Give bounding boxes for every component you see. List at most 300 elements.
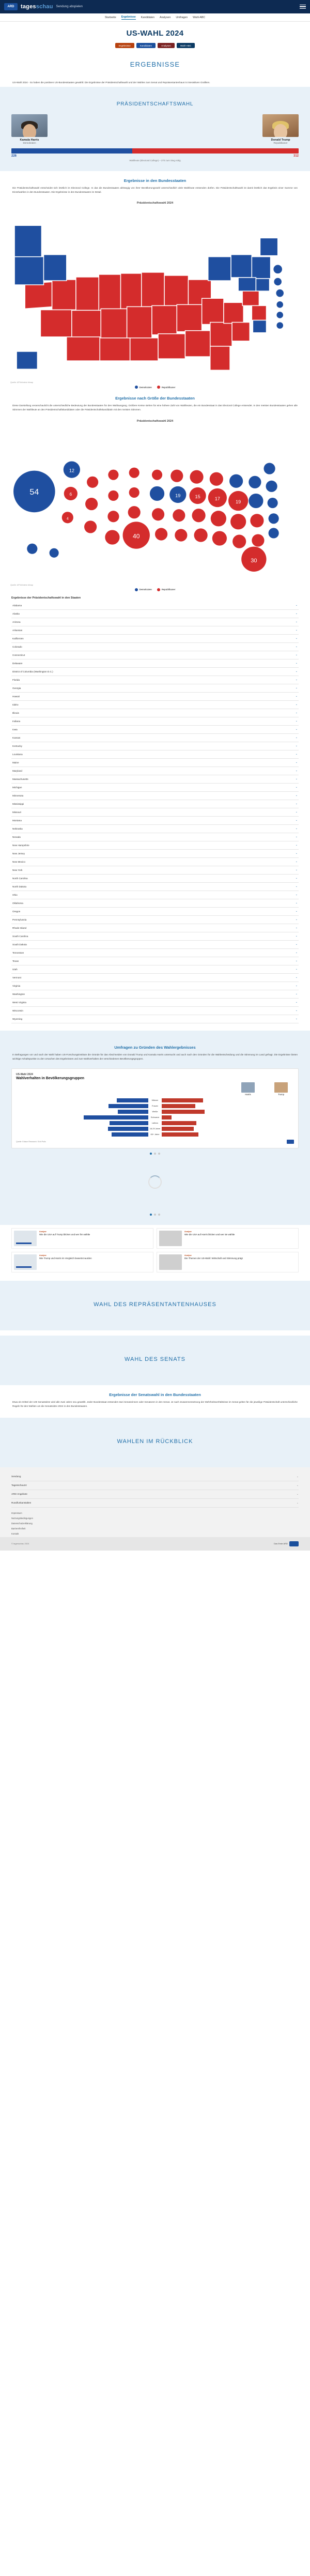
- chart-series-name-trump: Trump: [278, 1093, 284, 1096]
- chart-category-label: 18-29 Jahre: [149, 1128, 161, 1130]
- state-name: New York: [12, 868, 23, 871]
- svg-text:19: 19: [236, 499, 241, 504]
- chart-bar-right: [162, 1121, 293, 1125]
- breadcrumb-item-ergebnisse[interactable]: Ergebnisse: [115, 43, 134, 48]
- chevron-down-icon[interactable]: ⌄: [295, 810, 298, 814]
- state-name: Utah: [12, 968, 18, 971]
- state-accordion-row[interactable]: [11, 974, 299, 982]
- candidate-harris: [11, 114, 48, 144]
- state-name: Oregon: [12, 910, 21, 913]
- state-accordion-row[interactable]: [11, 635, 299, 643]
- state-accordion-row[interactable]: [11, 891, 299, 899]
- electoral-result-bar: [11, 148, 299, 154]
- chart-bar-row: [17, 1121, 293, 1126]
- state-name: New Mexico: [12, 860, 26, 863]
- teaser-row-1: [11, 1228, 299, 1249]
- state-accordion-row[interactable]: [11, 949, 299, 957]
- state-name: Maryland: [12, 769, 22, 772]
- state-accordion-row[interactable]: [11, 626, 299, 635]
- state-name: Hawaii: [12, 695, 20, 698]
- nav-item-kandidaten[interactable]: Kandidaten: [141, 16, 154, 19]
- chevron-down-icon[interactable]: ⌄: [295, 761, 298, 764]
- footer-bottom: [0, 1537, 310, 1551]
- state-accordion-row[interactable]: [11, 742, 299, 750]
- chevron-down-icon[interactable]: ⌄: [295, 678, 298, 682]
- svg-text:6: 6: [69, 492, 72, 497]
- breadcrumb-item-kandidaten[interactable]: Kandidaten: [136, 43, 156, 48]
- footer-section-row[interactable]: [11, 1499, 299, 1508]
- state-accordion-row[interactable]: [11, 808, 299, 817]
- state-accordion-row[interactable]: [11, 602, 299, 610]
- state-accordion-row[interactable]: [11, 759, 299, 767]
- house-section: [0, 1281, 310, 1330]
- state-accordion-row[interactable]: [11, 775, 299, 784]
- chevron-down-icon[interactable]: ⌄: [295, 719, 298, 723]
- svg-text:4: 4: [66, 516, 69, 520]
- chart-category-label: Frauen: [151, 1105, 159, 1108]
- footer-section-label: Tagesschau24: [11, 1484, 27, 1487]
- state-accordion-row[interactable]: [11, 684, 299, 693]
- footer-link[interactable]: Impressum: [11, 1511, 22, 1514]
- state-accordion-row[interactable]: [11, 717, 299, 726]
- senate-text-block: [0, 1385, 310, 1410]
- chevron-down-icon[interactable]: ⌄: [295, 703, 298, 707]
- svg-text:15: 15: [195, 494, 200, 499]
- state-name: Kentucky: [12, 744, 22, 747]
- bubble-text-block: [0, 389, 310, 414]
- chevron-down-icon[interactable]: ⌄: [295, 711, 298, 715]
- ard-footer-logo: [274, 1541, 299, 1546]
- candidate-row: [0, 111, 310, 144]
- state-accordion-row[interactable]: [11, 941, 299, 949]
- state-name: Wyoming: [12, 1017, 23, 1020]
- chart-candidate-heads: [16, 1080, 294, 1097]
- section-heading-repraesentantenhaus: WAHL DES REPRÄSENTANTENHAUSES: [94, 1301, 216, 1308]
- breadcrumb-item-analysen[interactable]: Analysen: [158, 43, 175, 48]
- chart-bar-left: [17, 1127, 148, 1134]
- chevron-down-icon[interactable]: ⌄: [296, 1501, 299, 1505]
- nav-item-wahl-abc[interactable]: Wahl-ABC: [193, 16, 206, 19]
- bubble-text: Diese Darstellung veranschaulicht die unterschiedliche Bedeutung der Bundesstaaten für den Wahlausgang. Größere Kreise stehen für eine höhere Zahl von Wahlleuten, die ein Bundesstaat in das Electoral College entsendet. In den meisten Bundesstaaten gehen alle Stimmen der Wahlleute an den Präsidentschaftskandidaten oder die Präsidentschaftskandidatin mit den meisten Stimmen.: [12, 404, 298, 411]
- chevron-down-icon[interactable]: ⌄: [295, 628, 298, 632]
- chart-value-harris: 49: [112, 1138, 115, 1140]
- footer-rows: [11, 1473, 299, 1508]
- state-name: Oklahoma: [12, 901, 23, 904]
- chevron-down-icon[interactable]: ⌄: [296, 1475, 299, 1478]
- state-name: Kalifornien: [12, 637, 24, 640]
- state-name: New Hampshire: [12, 844, 29, 847]
- svg-text:19: 19: [175, 493, 181, 498]
- section-heading-ergebnisse: ERGEBNISSE: [130, 60, 180, 68]
- candidate-party-trump: Republikaner: [273, 142, 288, 145]
- state-accordion-row[interactable]: [11, 990, 299, 999]
- state-accordion-row[interactable]: [11, 651, 299, 660]
- chevron-down-icon[interactable]: ⌄: [295, 686, 298, 690]
- chevron-down-icon[interactable]: ⌄: [295, 604, 298, 607]
- carousel-dot-3[interactable]: [158, 1153, 160, 1155]
- carousel2-dot-2[interactable]: [154, 1214, 156, 1216]
- map-source-1: Quelle: AP/Infratest dimap: [10, 381, 34, 384]
- state-name: District of Columbia (Washington D.C.): [12, 670, 53, 673]
- usa-choropleth-map[interactable]: [0, 206, 310, 380]
- chart-title: Wahlverhalten in Bevölkerungsgruppen: [16, 1076, 84, 1080]
- chart-bar-harris: [109, 1104, 148, 1112]
- senate-block-text: Etwa ein Drittel der 100 Senatssitze wird alle zwei Jahre neu gewählt. Jeder Bundesstaat entsendet zwei Senatorinnen oder Senatoren in den Senat. Je nach Zusammensetzung der Mehrheitsverhältnisse im Senat gelten für die jeweilige Präsidentschaft unterschiedliche Regeln für den Wahlen um die Senatssitze 2024 in den Bundesstaaten.: [12, 1400, 298, 1407]
- state-accordion-row[interactable]: [11, 701, 299, 709]
- state-name: Iowa: [12, 728, 18, 731]
- state-accordion-row[interactable]: [11, 957, 299, 965]
- carousel-dots[interactable]: [0, 1148, 310, 1155]
- chevron-down-icon[interactable]: ⌄: [295, 612, 298, 616]
- chart-bar-left: [17, 1098, 148, 1102]
- state-accordion-row[interactable]: [11, 660, 299, 668]
- state-accordion-row[interactable]: [11, 924, 299, 932]
- footer-section-row[interactable]: [11, 1490, 299, 1499]
- chevron-down-icon[interactable]: ⌄: [295, 662, 298, 665]
- candidate-name-harris: Kamala Harris: [20, 139, 39, 142]
- teaser-kicker-4: Analyse: [184, 1254, 192, 1256]
- chart-category-label: 65+ Jahre: [150, 1133, 160, 1136]
- chart-value-harris: 54: [109, 1132, 111, 1134]
- teaser-title-2: Wie die USA auf Harris blicken und wer sie wählte: [184, 1233, 235, 1236]
- footer-link[interactable]: Barrierefreiheit: [11, 1527, 26, 1530]
- state-accordion-row[interactable]: [11, 833, 299, 841]
- map-source-2: Quelle: AP/Infratest dimap: [10, 584, 34, 586]
- play-broadcast-link[interactable]: Sendung abspielen: [56, 5, 83, 8]
- chevron-down-icon[interactable]: ⌄: [295, 959, 298, 963]
- chevron-down-icon[interactable]: ⌄: [295, 868, 298, 872]
- ard-footer-label: Das Erste ARD: [274, 1542, 288, 1545]
- candidate-name-trump: Donald Trump: [271, 139, 290, 142]
- teaser-card-4[interactable]: [157, 1252, 299, 1272]
- state-name: North Dakota: [12, 885, 27, 888]
- hamburger-icon[interactable]: [300, 5, 306, 9]
- chevron-down-icon[interactable]: ⌄: [295, 786, 298, 789]
- footer: [0, 1467, 310, 1537]
- page-intro-text: US-Wahl 2024 - So haben die positiven US-Bundesstaaten gewählt: Die Ergebnisse der Präsidentschaftswahl und der Wahlen zum Senat und Repräsentantenhaus in interaktiven Grafiken.: [12, 81, 210, 84]
- chevron-down-icon[interactable]: ⌄: [295, 918, 298, 922]
- state-name: Louisiana: [12, 753, 23, 756]
- chart-category-label: Männer: [151, 1099, 159, 1102]
- state-accordion-row[interactable]: [11, 792, 299, 800]
- svg-text:17: 17: [214, 496, 220, 501]
- nav-item-umfragen[interactable]: Umfragen: [176, 16, 188, 19]
- chart-bar-harris: [108, 1127, 148, 1134]
- chevron-down-icon[interactable]: ⌄: [295, 844, 298, 847]
- chart-bar-row: [17, 1103, 293, 1112]
- teaser-kicker-1: Analyse: [39, 1230, 47, 1233]
- carousel2-dot-1[interactable]: [150, 1214, 152, 1216]
- chevron-down-icon[interactable]: ⌄: [295, 1017, 298, 1021]
- chevron-down-icon[interactable]: ⌄: [295, 620, 298, 624]
- chevron-down-icon[interactable]: ⌄: [295, 794, 298, 798]
- chart-value-harris: 86: [85, 1121, 87, 1123]
- chevron-down-icon[interactable]: ⌄: [295, 637, 298, 640]
- state-name: Delaware: [12, 662, 23, 665]
- state-accordion-row[interactable]: [11, 875, 299, 883]
- presidential-section: [0, 87, 310, 171]
- state-accordion-row[interactable]: [11, 850, 299, 858]
- state-accordion-row[interactable]: [11, 1007, 299, 1015]
- nav-item-startseite[interactable]: Startseite: [104, 16, 116, 19]
- chart-bar-left: [17, 1121, 148, 1125]
- state-accordion-row[interactable]: [11, 999, 299, 1007]
- chevron-down-icon[interactable]: ⌄: [295, 943, 298, 946]
- carousel-dot-1[interactable]: [150, 1153, 152, 1155]
- chart-bar-right: [162, 1104, 293, 1108]
- chart-bar-trump: [162, 1115, 172, 1120]
- usa-bubble-map[interactable]: [0, 424, 310, 583]
- chart-series-name-harris: Harris: [245, 1093, 251, 1096]
- chevron-down-icon[interactable]: ⌄: [295, 827, 298, 831]
- chevron-down-icon[interactable]: ⌄: [295, 877, 298, 880]
- chevron-down-icon[interactable]: ⌄: [295, 984, 298, 988]
- chevron-down-icon[interactable]: ⌄: [296, 1492, 299, 1496]
- chart-bar-row: [17, 1098, 293, 1103]
- map-label-bubble: Präsidentschaftswahl 2024: [136, 419, 174, 423]
- chevron-down-icon[interactable]: ⌄: [295, 744, 298, 748]
- page-intro-block: [0, 73, 310, 87]
- state-name: Tennessee: [12, 951, 24, 954]
- teaser-kicker-3: Analyse: [39, 1254, 47, 1256]
- state-name: Illinois: [12, 711, 19, 714]
- svg-text:40: 40: [133, 532, 140, 540]
- section-heading-rueckblick: WAHLEN IM RÜCKBLICK: [117, 1438, 193, 1445]
- map-label-choropleth: Präsidentschaftswahl 2024: [136, 202, 174, 205]
- chart-bar-trump: [162, 1127, 194, 1131]
- state-accordion-row[interactable]: [11, 693, 299, 701]
- chevron-down-icon[interactable]: ⌄: [295, 885, 298, 888]
- chevron-down-icon[interactable]: ⌄: [295, 976, 298, 979]
- ard-logo: ARD: [4, 3, 18, 10]
- chevron-down-icon[interactable]: ⌄: [295, 951, 298, 955]
- state-accordion-row[interactable]: [11, 800, 299, 808]
- chart-rows: [16, 1097, 294, 1138]
- nav-item-ergebnisse[interactable]: Ergebnisse: [121, 15, 136, 19]
- state-accordion-row[interactable]: [11, 825, 299, 833]
- survey-text: In Befragungen vor und nach der Wahl haben US-Forschungsinstitute die Gründe für das Abschneiden von Donald Trump und Kamala Harris untersucht und auch nach den Gründen für die Wahlentscheidung und die Stimmung im Land gefragt. Die Ergebnisse bieten wichtige Anhaltspunkte zu den Ursachen des Ergebnisses und zum Wahlverhalten der verschiedenen Bevölkerungsgruppen.: [12, 1053, 298, 1060]
- state-name: New Jersey: [12, 852, 25, 855]
- electors-title: Ergebnisse in den Bundesstaaten: [123, 178, 187, 183]
- state-accordion-row[interactable]: [11, 858, 299, 866]
- chevron-down-icon[interactable]: ⌄: [295, 1009, 298, 1013]
- chart-bar-harris: [84, 1115, 148, 1123]
- chevron-down-icon[interactable]: ⌄: [295, 968, 298, 971]
- state-accordion-row[interactable]: [11, 841, 299, 850]
- result-bar-dem: [11, 148, 132, 154]
- chevron-down-icon[interactable]: ⌄: [295, 653, 298, 657]
- chevron-down-icon[interactable]: ⌄: [295, 819, 298, 822]
- candidate-photo-trump: [262, 114, 299, 137]
- chart-bar-trump: [162, 1110, 205, 1114]
- chart-bar-left: [17, 1104, 148, 1112]
- state-accordion-row[interactable]: [11, 883, 299, 891]
- state-name: Nevada: [12, 835, 21, 838]
- state-accordion-row[interactable]: [11, 784, 299, 792]
- section-heading-senat: WAHL DES SENATS: [125, 1356, 185, 1362]
- state-accordion-row[interactable]: [11, 866, 299, 875]
- copyright: © tagesschau 2024: [11, 1542, 29, 1545]
- chart-bar-trump: [162, 1132, 198, 1140]
- footer-section-row[interactable]: [11, 1481, 299, 1490]
- chevron-down-icon[interactable]: ⌄: [295, 802, 298, 806]
- footer-link[interactable]: Datenschutzerklärung: [11, 1522, 33, 1525]
- state-accordion-row[interactable]: [11, 726, 299, 734]
- chart-bar-harris: [117, 1098, 148, 1102]
- teaser-grid: [0, 1225, 310, 1281]
- candidate-party-harris: Demokraten: [23, 142, 36, 145]
- teaser-thumb-3: [14, 1254, 37, 1270]
- chevron-down-icon[interactable]: ⌄: [295, 893, 298, 897]
- chevron-down-icon[interactable]: ⌄: [295, 835, 298, 839]
- teaser-thumb-4: [159, 1254, 182, 1270]
- chart-bar-trump: [162, 1104, 195, 1108]
- legend-rep-2: Republikaner: [157, 588, 176, 591]
- state-accordion-row[interactable]: [11, 932, 299, 941]
- chart-head-trump: [272, 1082, 290, 1096]
- candidate-trump: [262, 114, 299, 144]
- teaser-title-3: Wie Trump und Harris im Vergleich bewertet wurden: [39, 1256, 92, 1260]
- breadcrumb: [0, 43, 310, 48]
- chevron-down-icon[interactable]: ⌄: [295, 901, 298, 905]
- brand-logo[interactable]: [21, 4, 53, 10]
- chart-bar-right: [162, 1110, 293, 1114]
- footer-links: [11, 1508, 299, 1535]
- state-accordion-row[interactable]: [11, 899, 299, 908]
- state-accordion-row[interactable]: [11, 908, 299, 916]
- svg-text:54: 54: [29, 487, 39, 497]
- senate-block-title: Ergebnisse der Senatswahl in den Bundesstaaten: [109, 1392, 201, 1397]
- footer-section-label: Sendung: [11, 1475, 21, 1478]
- nav-item-analysen[interactable]: Analysen: [159, 16, 171, 19]
- usa-bubble-svg[interactable]: [9, 425, 301, 581]
- state-name: Georgia: [12, 686, 21, 689]
- state-accordion-row[interactable]: [11, 965, 299, 974]
- chevron-down-icon[interactable]: ⌄: [295, 777, 298, 781]
- survey-title: Umfragen zu Gründen des Wahlergebnisses: [114, 1045, 196, 1050]
- state-name: Virginia: [12, 984, 21, 987]
- state-accordion-row[interactable]: [11, 767, 299, 775]
- chevron-down-icon[interactable]: ⌄: [296, 1483, 299, 1487]
- teaser-row-2: [11, 1252, 299, 1272]
- teaser-title-4: Die Themen der US-Wahl: Wirtschaft und Stimmung prägt: [184, 1256, 243, 1260]
- usa-map-svg[interactable]: [9, 207, 301, 378]
- chart-bar-trump: [162, 1121, 196, 1125]
- top-bar: [0, 0, 310, 13]
- state-accordion-row[interactable]: [11, 618, 299, 626]
- chart-category-label: Weiße: [152, 1111, 158, 1113]
- footer-link[interactable]: Nutzungsbedingungen: [11, 1516, 33, 1520]
- chevron-down-icon[interactable]: ⌄: [295, 926, 298, 930]
- state-accordion-row[interactable]: [11, 982, 299, 990]
- teaser-card-2[interactable]: [157, 1228, 299, 1249]
- chart-value-trump: 49: [163, 1138, 165, 1140]
- breadcrumb-item-wahl-abc[interactable]: Wahl-ABC: [177, 43, 195, 48]
- state-name: Colorado: [12, 645, 22, 648]
- chevron-down-icon[interactable]: ⌄: [295, 769, 298, 773]
- state-accordion-row[interactable]: [11, 676, 299, 684]
- carousel-dots-2[interactable]: [0, 1209, 310, 1216]
- state-accordion-row[interactable]: [11, 1015, 299, 1023]
- state-name: Massachusetts: [12, 777, 28, 780]
- carousel-dot-2[interactable]: [154, 1153, 156, 1155]
- svg-text:12: 12: [69, 468, 74, 473]
- teaser-kicker-2: Analyse: [184, 1230, 192, 1233]
- accordion-title: Ergebnisse der Präsidentschaftswahl in den Staaten: [11, 596, 81, 600]
- state-name: Alabama: [12, 604, 22, 607]
- state-accordion: [0, 602, 310, 1023]
- chevron-down-icon[interactable]: ⌄: [295, 852, 298, 855]
- footer-link[interactable]: Kontakt: [11, 1532, 19, 1535]
- state-name: Ohio: [12, 893, 18, 896]
- chart-bar-harris: [118, 1110, 148, 1114]
- footer-section-label: ARD-Angebote: [11, 1493, 27, 1496]
- state-name: Missouri: [12, 810, 22, 814]
- state-accordion-row[interactable]: [11, 750, 299, 759]
- teaser-card-1[interactable]: [11, 1228, 153, 1249]
- chevron-down-icon[interactable]: ⌄: [295, 670, 298, 673]
- state-accordion-row[interactable]: [11, 610, 299, 618]
- chart-bar-right: [162, 1127, 293, 1131]
- chevron-down-icon[interactable]: ⌄: [295, 860, 298, 864]
- chevron-down-icon[interactable]: ⌄: [295, 695, 298, 698]
- brand-right: schau: [36, 4, 53, 10]
- chart-bar-harris: [112, 1132, 148, 1140]
- state-name: Rhode Island: [12, 926, 27, 929]
- carousel2-dot-3[interactable]: [158, 1214, 160, 1216]
- teaser-card-3[interactable]: [11, 1252, 153, 1272]
- state-name: Michigan: [12, 786, 22, 789]
- state-accordion-row[interactable]: [11, 734, 299, 742]
- chevron-down-icon[interactable]: ⌄: [295, 934, 298, 938]
- state-accordion-row[interactable]: [11, 668, 299, 676]
- state-name: South Dakota: [12, 943, 27, 946]
- state-name: Mississippi: [12, 802, 24, 805]
- state-name: Montana: [12, 819, 22, 822]
- chevron-down-icon[interactable]: ⌄: [295, 992, 298, 996]
- state-name: South Carolina: [12, 934, 28, 938]
- chevron-down-icon[interactable]: ⌄: [295, 728, 298, 731]
- chevron-down-icon[interactable]: ⌄: [295, 753, 298, 756]
- chevron-down-icon[interactable]: ⌄: [295, 1001, 298, 1004]
- electoral-result-bar-wrap: [0, 144, 310, 162]
- candidate-photo-harris: [11, 114, 48, 137]
- state-accordion-row[interactable]: [11, 916, 299, 924]
- chevron-down-icon[interactable]: ⌄: [295, 736, 298, 740]
- survey-chart-card[interactable]: [11, 1068, 299, 1148]
- state-accordion-row[interactable]: [11, 817, 299, 825]
- state-name: Maine: [12, 761, 19, 764]
- footer-section-row[interactable]: [11, 1473, 299, 1481]
- state-name: Washington: [12, 992, 25, 995]
- chart-bar-row: [17, 1126, 293, 1132]
- teaser-thumb-1: [14, 1231, 37, 1246]
- chart-kicker: US-Wahl 2024: [16, 1072, 33, 1076]
- loading-spinner-wrap: [0, 1155, 310, 1209]
- chevron-down-icon[interactable]: ⌄: [295, 645, 298, 649]
- chart-bar-row: [17, 1132, 293, 1138]
- chart-bar-right: [162, 1132, 293, 1140]
- chart-bar-left: [17, 1132, 148, 1140]
- chevron-down-icon[interactable]: ⌄: [295, 910, 298, 913]
- state-name: Arkansas: [12, 628, 23, 632]
- electoral-caption: Wahlleute (Electoral College) – 270 zum Sieg nötig: [129, 159, 181, 162]
- chart-category-label: Schwarze: [150, 1116, 160, 1119]
- state-accordion-row[interactable]: [11, 709, 299, 717]
- state-accordion-row[interactable]: [11, 643, 299, 651]
- chart-bar-right: [162, 1115, 293, 1120]
- main-nav: [0, 13, 310, 22]
